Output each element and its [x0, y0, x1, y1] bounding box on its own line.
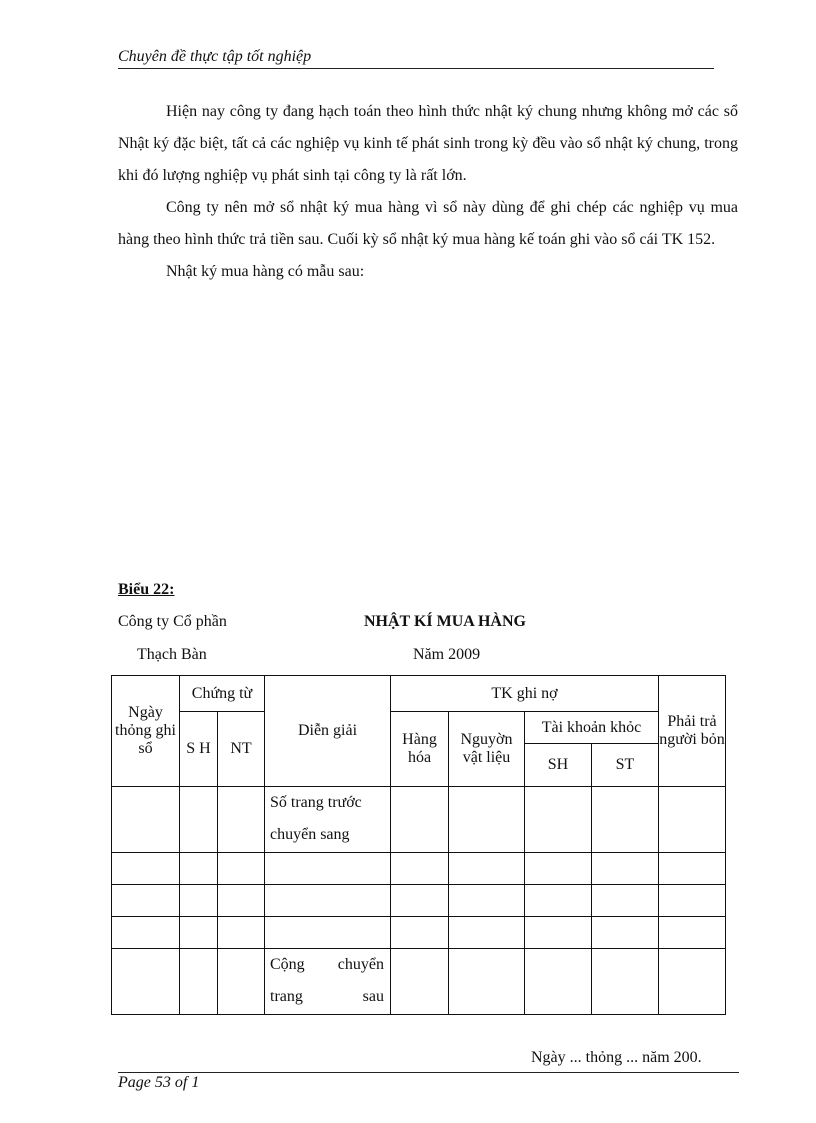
body-text — [118, 96, 738, 288]
header-other-accounts: Tài khoản khỏc — [525, 712, 659, 744]
page-number: Page 53 of 1 — [118, 1074, 200, 1091]
paragraph: Nhật ký mua hàng có mẫu sau: — [166, 263, 365, 280]
form-year: Năm 2009 — [413, 646, 481, 663]
header-nt: NT — [218, 712, 265, 787]
header-description: Diễn giải — [265, 676, 391, 787]
header-date: Ngày thỏng ghi sổ — [112, 676, 180, 787]
company-name-line2: Thạch Bàn — [137, 646, 207, 663]
row-carried-forward: Số trang trước chuyển sang — [265, 787, 391, 853]
table-row — [112, 917, 726, 949]
header-other-st: ST — [592, 744, 659, 787]
signature-date: Ngày ... thỏng ... năm 200. — [531, 1049, 702, 1066]
table-row — [112, 885, 726, 917]
header-tk-debit: TK ghi nợ — [391, 676, 659, 712]
table-row — [112, 949, 726, 1015]
footer-divider — [118, 1072, 739, 1073]
row-carried-over: Cộng chuyển trang sau — [265, 949, 391, 1015]
header-materials: Nguyờn vật liệu — [449, 712, 525, 787]
table-row — [112, 853, 726, 885]
header-voucher: Chứng từ — [180, 676, 265, 712]
company-name-line1: Công ty Cổ phần — [118, 613, 227, 630]
form-label: Biểu 22: — [118, 581, 175, 598]
paragraph: Công ty nên mở sổ nhật ký mua hàng vì sổ này dùng để ghi chép các nghiệp vụ mua hàng theo hình thức trả tiền sau. Cuối kỳ sổ nhật ký mua hàng kế toán ghi vào sổ cái TK 152. — [118, 199, 738, 248]
header-sh: S H — [180, 712, 218, 787]
header-title: Chuyên đề thực tập tốt nghiệp — [118, 48, 312, 65]
purchase-journal-table — [111, 675, 726, 1015]
header-other-sh: SH — [525, 744, 592, 787]
header-goods: Hàng hóa — [391, 712, 449, 787]
header-payable: Phải trả người bỏn — [659, 676, 726, 787]
table-row — [112, 787, 726, 853]
form-title: NHẬT KÍ MUA HÀNG — [364, 613, 526, 630]
paragraph: Hiện nay công ty đang hạch toán theo hình thức nhật ký chung nhưng không mở các sổ Nhật ký đặc biệt, tất cả các nghiệp vụ kinh tế phát sinh trong kỳ đều vào sổ nhật ký chung, trong khi đó lượng nghiệp vụ phát sinh tại công ty là rất lớn. — [118, 103, 738, 184]
document-header — [118, 48, 714, 69]
